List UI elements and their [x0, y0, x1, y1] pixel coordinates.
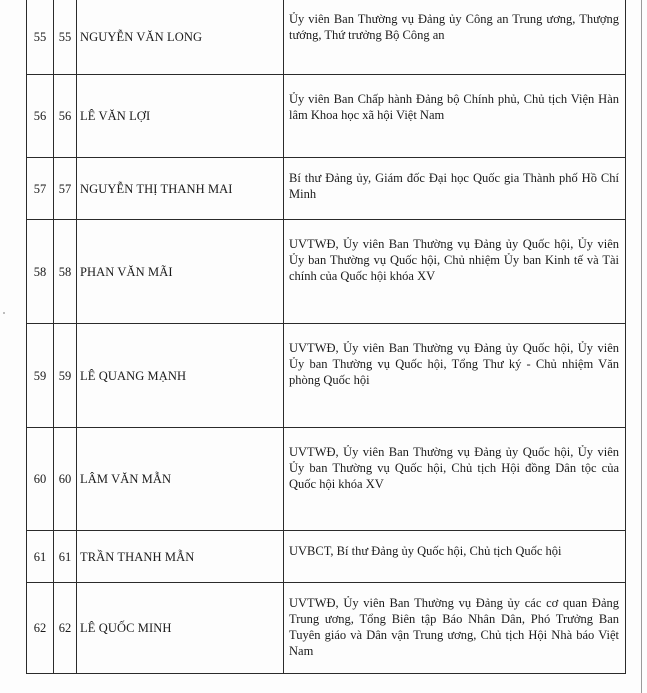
- row-number: 58: [54, 220, 77, 324]
- member-name: NGUYỄN THỊ THANH MAI: [77, 158, 284, 220]
- member-position: UVTWĐ, Ủy viên Ban Thường vụ Đảng ủy Quốc hội, Ủy viên Ủy ban Thường vụ Quốc hội, Chủ nhiệm Ủy ban Kinh tế và Tài chính của Quốc hội khóa XV: [284, 220, 626, 324]
- member-name: LÊ QUANG MẠNH: [77, 324, 284, 428]
- member-position: Bí thư Đảng ủy, Giám đốc Đại học Quốc gia Thành phố Hồ Chí Minh: [284, 158, 626, 220]
- member-position: UVBCT, Bí thư Đảng ủy Quốc hội, Chủ tịch Quốc hội: [284, 531, 626, 583]
- row-number: 59: [54, 324, 77, 428]
- member-position: Ủy viên Ban Chấp hành Đảng bộ Chính phủ, Chủ tịch Viện Hàn lâm Khoa học xã hội Việt Nam: [284, 75, 626, 158]
- member-name: LÊ VĂN LỢI: [77, 75, 284, 158]
- row-index: 60: [27, 428, 54, 531]
- member-name: PHAN VĂN MÃI: [77, 220, 284, 324]
- row-number: 55: [54, 0, 77, 75]
- member-position: UVTWĐ, Ủy viên Ban Thường vụ Đảng ủy Quốc hội, Ủy viên Ủy ban Thường vụ Quốc hội, Chủ tịch Hội đồng Dân tộc của Quốc hội khóa XV: [284, 428, 626, 531]
- member-name: TRẦN THANH MẪN: [77, 531, 284, 583]
- member-name: NGUYỄN VĂN LONG: [77, 0, 284, 75]
- table-row: [27, 531, 626, 583]
- row-number: 60: [54, 428, 77, 531]
- member-position: UVTWĐ, Ủy viên Ban Thường vụ Đảng ủy Quốc hội, Ủy viên Ủy ban Thường vụ Quốc hội, Tổng Thư ký - Chủ nhiệm Văn phòng Quốc hội: [284, 324, 626, 428]
- row-index: 61: [27, 531, 54, 583]
- member-position: Ủy viên Ban Thường vụ Đảng ủy Công an Trung ương, Thượng tướng, Thứ trưởng Bộ Công an: [284, 0, 626, 75]
- member-position: UVTWĐ, Ủy viên Ban Thường vụ Đảng ủy các cơ quan Đảng Trung ương, Tổng Biên tập Báo Nhân Dân, Phó Trưởng Ban Tuyên giáo và Dân vận Trung ương, Chủ tịch Hội Nhà báo Việt Nam: [284, 583, 626, 674]
- row-index: 57: [27, 158, 54, 220]
- row-index: 58: [27, 220, 54, 324]
- table-row: [27, 158, 626, 220]
- row-index: 56: [27, 75, 54, 158]
- member-name: LÊ QUỐC MINH: [77, 583, 284, 674]
- row-number: 57: [54, 158, 77, 220]
- table-row: [27, 75, 626, 158]
- row-number: 56: [54, 75, 77, 158]
- table-row: [27, 428, 626, 531]
- table-row: [27, 324, 626, 428]
- row-number: 62: [54, 583, 77, 674]
- table-row: [27, 0, 626, 75]
- row-index: 59: [27, 324, 54, 428]
- table-row: [27, 220, 626, 324]
- scan-mark: [3, 312, 5, 314]
- row-number: 61: [54, 531, 77, 583]
- row-index: 62: [27, 583, 54, 674]
- member-name: LÂM VĂN MẪN: [77, 428, 284, 531]
- member-table: [26, 0, 626, 674]
- page-edge: [641, 0, 642, 693]
- table-row: [27, 583, 626, 674]
- row-index: 55: [27, 0, 54, 75]
